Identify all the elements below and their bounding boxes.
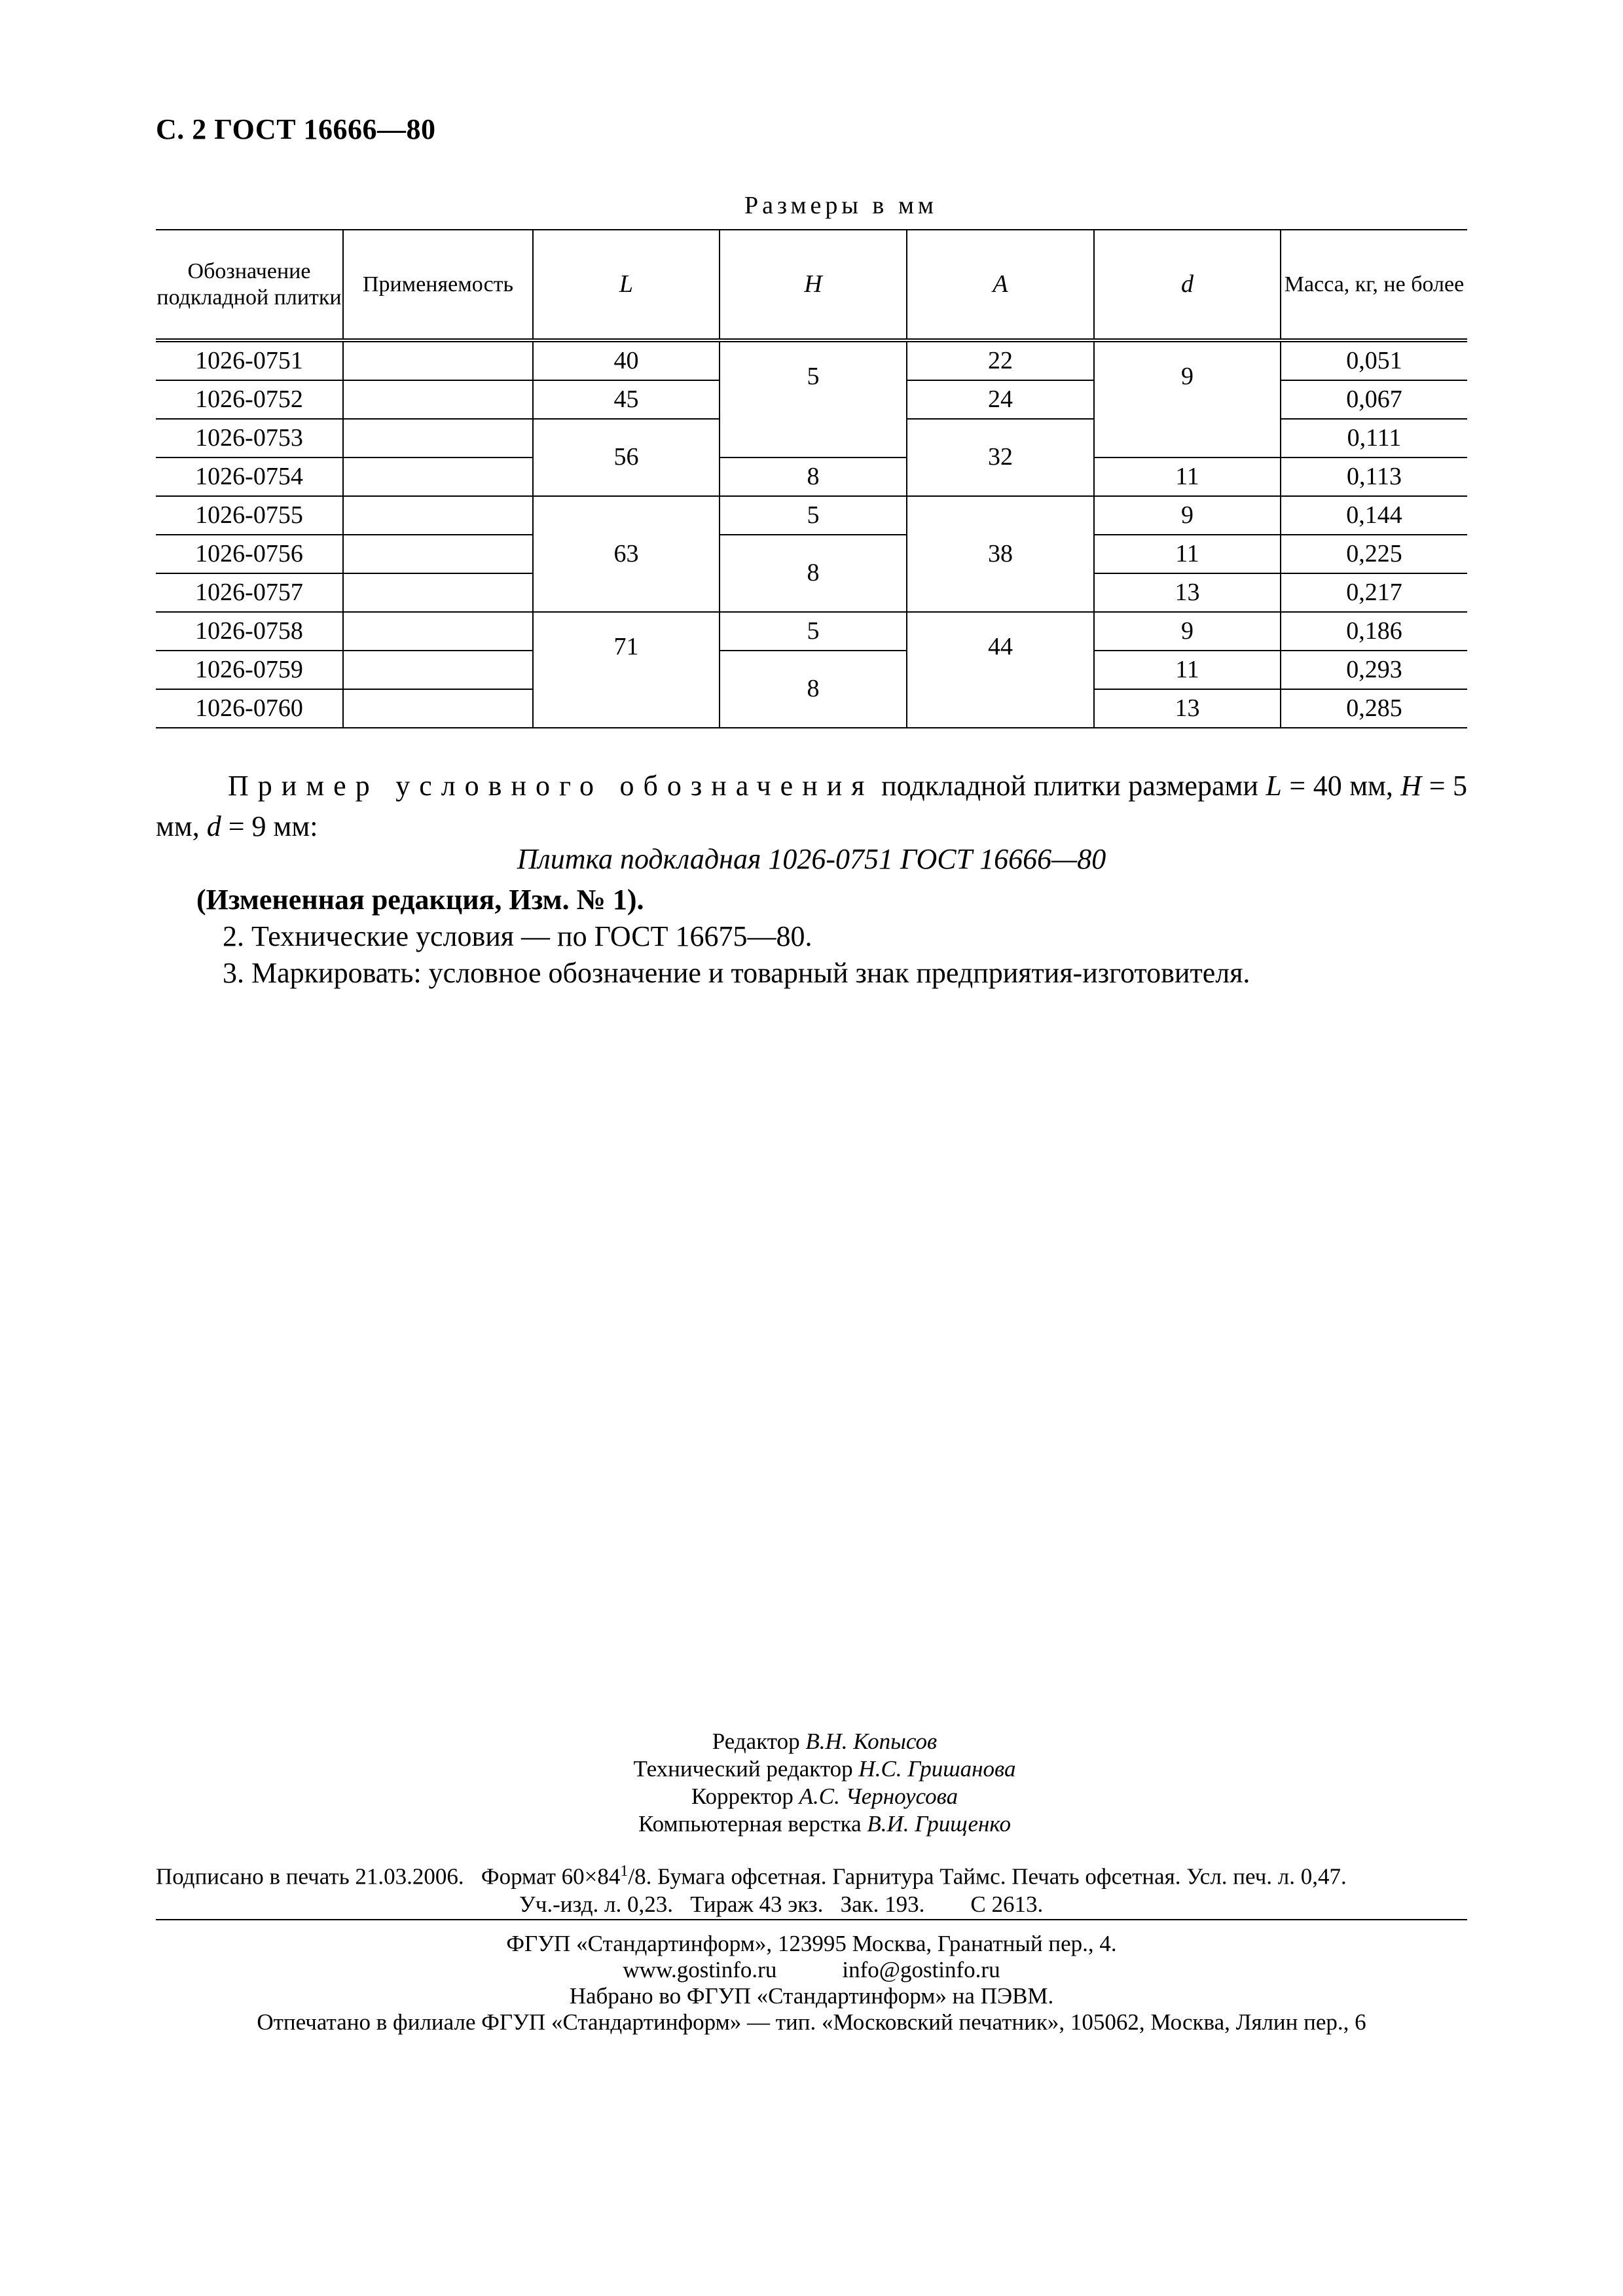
cell-applicability: [343, 380, 533, 419]
example-paragraph: [156, 766, 1467, 847]
divider: [156, 1919, 1467, 1920]
cell-H: 8: [720, 535, 907, 612]
cell-H: 8: [720, 651, 907, 728]
cell-A: 22: [907, 340, 1094, 380]
cell-mass: 0,051: [1281, 340, 1467, 380]
publisher-contacts: [0, 1957, 1623, 1983]
cell-d: 9: [1094, 496, 1281, 535]
publisher-web-link[interactable]: www.gostinfo.ru: [623, 1957, 777, 1982]
col-header-L: L: [533, 230, 720, 340]
cell-applicability: [343, 419, 533, 457]
cell-d: 13: [1094, 689, 1281, 728]
credit-role: Редактор: [712, 1729, 800, 1754]
imprint-format: Формат 60×84: [481, 1863, 621, 1890]
cell-name: 1026-0752: [156, 380, 343, 419]
publisher-line: Набрано во ФГУП «Стандартинформ» на ПЭВМ.: [569, 1983, 1054, 2009]
imprint-format-sup: 1: [620, 1863, 629, 1880]
cell-name: 1026-0754: [156, 457, 343, 496]
cell-name: 1026-0758: [156, 612, 343, 651]
cell-applicability: [343, 457, 533, 496]
cell-mass: 0,144: [1281, 496, 1467, 535]
example-var-d: d: [206, 810, 221, 842]
cell-d: 9: [1094, 340, 1281, 457]
cell-H: 5: [720, 496, 907, 535]
cell-L: 56: [533, 419, 720, 496]
table-row: [156, 651, 1467, 689]
cell-applicability: [343, 573, 533, 612]
cell-applicability: [343, 496, 533, 535]
cell-name: 1026-0751: [156, 340, 343, 380]
col-header-A: A: [907, 230, 1094, 340]
cell-mass: 0,113: [1281, 457, 1467, 496]
example-var-L: L: [1266, 770, 1282, 802]
publisher-line: Отпечатано в филиале ФГУП «Стандартинформ» — тип. «Московский печатник», 105062, Москва, Лялин пер., 6: [257, 2009, 1366, 2035]
table-header-row: [156, 230, 1467, 340]
credit-line: [26, 1810, 1623, 1838]
imprint-format-rest: /8. Бумага офсетная. Гарнитура Таймс. Печать офсетная. Усл. печ. л. 0,47.: [628, 1863, 1347, 1890]
cell-L: 71: [533, 612, 720, 728]
table-row: [156, 340, 1467, 380]
publisher-line: ФГУП «Стандартинформ», 123995 Москва, Гранатный пер., 4.: [506, 1931, 1117, 1956]
credit-line: [26, 1728, 1623, 1755]
cell-mass: 0,067: [1281, 380, 1467, 419]
page-header: С. 2 ГОСТ 16666—80: [156, 113, 436, 145]
cell-A: 38: [907, 496, 1094, 612]
cell-applicability: [343, 689, 533, 728]
cell-mass: 0,225: [1281, 535, 1467, 573]
cell-A: 24: [907, 380, 1094, 419]
cell-mass: 0,285: [1281, 689, 1467, 728]
list-item: 2. Технические условия — по ГОСТ 16675—80.: [223, 920, 812, 952]
cell-applicability: [343, 340, 533, 380]
example-eq-L: = 40 мм,: [1289, 770, 1393, 802]
col-header-name: Обозначение подкладной плитки: [156, 230, 343, 340]
example-designation: Плитка подкладная 1026-0751 ГОСТ 16666—80: [517, 843, 1106, 875]
cell-mass: 0,186: [1281, 612, 1467, 651]
cell-name: 1026-0760: [156, 689, 343, 728]
credits-block: [0, 1728, 1623, 1838]
credit-name: В.Н. Копысов: [805, 1729, 938, 1754]
cell-L: 63: [533, 496, 720, 612]
table-row: [156, 535, 1467, 573]
publisher-block: [0, 1931, 1623, 2036]
credit-name: А.С. Черноусова: [799, 1784, 958, 1809]
amendment-note: (Измененная редакция, Изм. № 1).: [196, 884, 644, 916]
cell-d: 11: [1094, 651, 1281, 689]
cell-mass: 0,111: [1281, 419, 1467, 457]
cell-d: 11: [1094, 457, 1281, 496]
cell-mass: 0,293: [1281, 651, 1467, 689]
imprint-line-2: Уч.-изд. л. 0,23. Тираж 43 экз. Зак. 193. С 2613.: [519, 1891, 1044, 1917]
cell-A: 32: [907, 419, 1094, 496]
imprint-block: [156, 1857, 1467, 1918]
col-header-applicability: Применяемость: [343, 230, 533, 340]
cell-d: 9: [1094, 612, 1281, 651]
cell-d: 11: [1094, 535, 1281, 573]
credit-line: [26, 1783, 1623, 1810]
cell-name: 1026-0759: [156, 651, 343, 689]
cell-L: 40: [533, 340, 720, 380]
dimensions-table: [156, 229, 1467, 728]
table-row: [156, 612, 1467, 651]
example-var-H: H: [1400, 770, 1422, 802]
cell-L: 45: [533, 380, 720, 419]
cell-applicability: [343, 535, 533, 573]
list-item: 3. Маркировать: условное обозначение и товарный знак предприятия-изготовителя.: [223, 957, 1250, 989]
imprint-signed: Подписано в печать 21.03.2006.: [156, 1863, 464, 1890]
cell-name: 1026-0756: [156, 535, 343, 573]
cell-name: 1026-0753: [156, 419, 343, 457]
col-header-mass: Масса, кг, не более: [1281, 230, 1467, 340]
table-caption: Размеры в мм: [744, 192, 938, 219]
cell-mass: 0,217: [1281, 573, 1467, 612]
example-lead: Пример условного обозначения: [228, 770, 874, 802]
table-row: [156, 496, 1467, 535]
cell-name: 1026-0757: [156, 573, 343, 612]
table-row: [156, 457, 1467, 496]
imprint-line-1: [156, 1857, 1467, 1891]
cell-d: 13: [1094, 573, 1281, 612]
cell-applicability: [343, 612, 533, 651]
example-eq-H: = 5 мм,: [156, 770, 1468, 842]
example-eq-d: = 9 мм:: [228, 810, 318, 842]
publisher-email-link[interactable]: info@gostinfo.ru: [842, 1957, 1000, 1982]
col-header-d: d: [1094, 230, 1281, 340]
credit-name: В.И. Грищенко: [867, 1811, 1011, 1837]
cell-A: 44: [907, 612, 1094, 728]
credit-role: Технический редактор: [633, 1756, 853, 1782]
col-header-H: H: [720, 230, 907, 340]
cell-H: 8: [720, 457, 907, 496]
credit-name: Н.С. Гришанова: [858, 1756, 1016, 1782]
cell-name: 1026-0755: [156, 496, 343, 535]
cell-H: 5: [720, 612, 907, 651]
credit-role: Компьютерная верстка: [638, 1811, 862, 1837]
cell-applicability: [343, 651, 533, 689]
cell-H: 5: [720, 340, 907, 457]
credit-role: Корректор: [691, 1784, 793, 1809]
credit-line: [26, 1755, 1623, 1783]
example-text: подкладной плитки размерами: [881, 770, 1258, 802]
